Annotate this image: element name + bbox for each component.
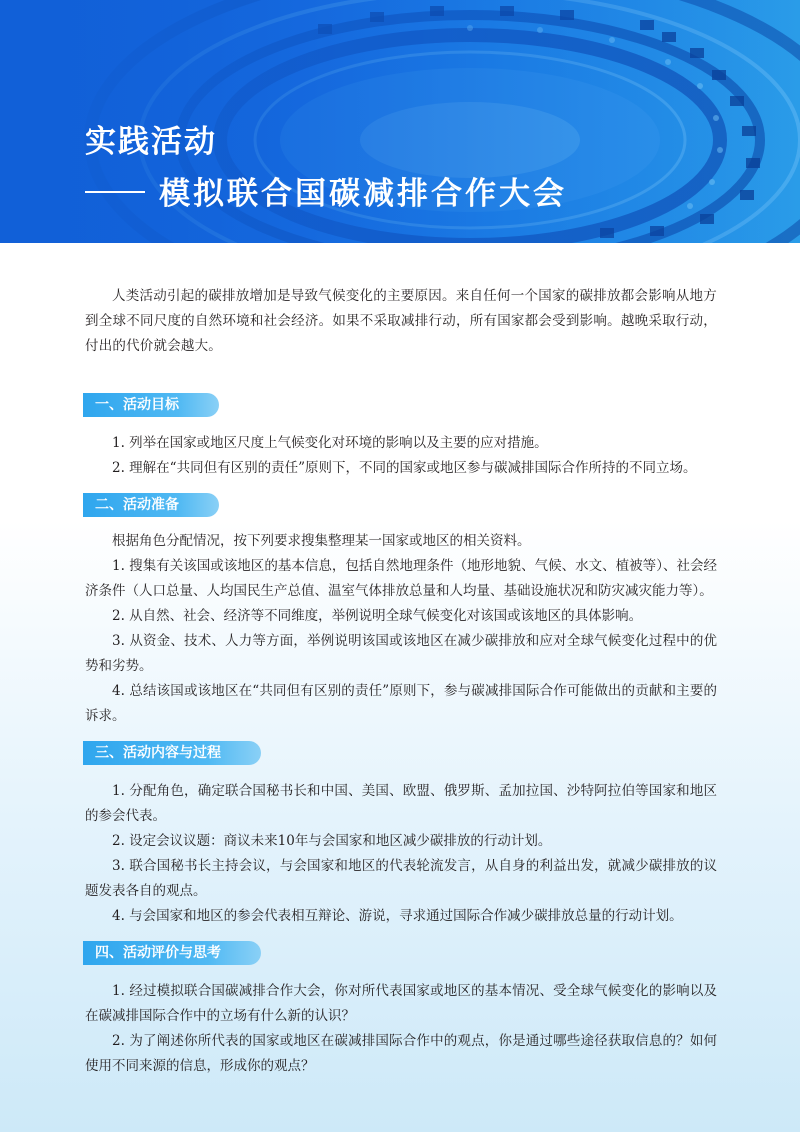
section-heading: 一、活动目标: [83, 393, 219, 417]
section-lead: 根据角色分配情况，按下列要求搜集整理某一国家或地区的相关资料。: [112, 533, 531, 549]
section-list: [85, 979, 717, 1079]
section-list: [85, 431, 717, 481]
document-body: [85, 284, 717, 1079]
section-list: [85, 779, 717, 929]
list-item: 1. 经过模拟联合国碳减排合作大会，你对所代表国家或地区的基本情况、受全球气候变化的影响以及在碳减排国际合作中的立场有什么新的认识？: [85, 983, 717, 1024]
section-list: [85, 529, 717, 729]
list-item: 2. 为了阐述你所代表的国家或地区在碳减排国际合作中的观点，你是通过哪些途径获取信息的？如何使用不同来源的信息，形成你的观点？: [85, 1033, 717, 1074]
page-subtitle: [85, 168, 567, 213]
section-evaluation: [85, 941, 717, 1079]
list-item: 4. 总结该国或该地区在“共同但有区别的责任”原则下，参与碳减排国际合作可能做出的贡献和主要的诉求。: [85, 683, 717, 724]
list-item: 4. 与会国家和地区的参会代表相互辩论、游说，寻求通过国际合作减少碳排放总量的行动计划。: [112, 908, 683, 924]
intro-paragraph: 人类活动引起的碳排放增加是导致气候变化的主要原因。来自任何一个国家的碳排放都会影响从地方到全球不同尺度的自然环境和社会经济。如果不采取减排行动，所有国家都会受到影响。越晚采取行动，付出的代价就会越大。: [85, 288, 717, 354]
list-item: 3. 联合国秘书长主持会议，与会国家和地区的代表轮流发言，从自身的利益出发，就减少碳排放的议题发表各自的观点。: [85, 858, 717, 899]
list-item: 2. 设定会议议题：商议未来10年与会国家和地区减少碳排放的行动计划。: [112, 833, 552, 849]
section-heading: 二、活动准备: [83, 493, 219, 517]
list-item: 2. 从自然、社会、经济等不同维度，举例说明全球气候变化对该国或该地区的具体影响。: [112, 608, 643, 624]
list-item: 1. 分配角色，确定联合国秘书长和中国、美国、欧盟、俄罗斯、孟加拉国、沙特阿拉伯等国家和地区的参会代表。: [85, 783, 717, 824]
list-item: 1. 搜集有关该国或该地区的基本信息，包括自然地理条件（地形地貌、气候、水文、植被等）、社会经济条件（人口总量、人均国民生产总值、温室气体排放总量和人均量、基础设施状况和防灾减灾能力等）。: [85, 558, 717, 599]
section-process: [85, 741, 717, 929]
title-dash: [85, 191, 145, 193]
section-heading: 四、活动评价与思考: [83, 941, 261, 965]
page-subtitle-text: 模拟联合国碳减排合作大会: [159, 176, 567, 212]
list-item: 3. 从资金、技术、人力等方面，举例说明该国或该地区在减少碳排放和应对全球气候变化过程中的优势和劣势。: [85, 633, 717, 674]
section-goals: [85, 393, 717, 481]
page-title: 实践活动: [85, 124, 217, 160]
section-preparation: [85, 493, 717, 729]
list-item: 2. 理解在“共同但有区别的责任”原则下，不同的国家或地区参与碳减排国际合作所持的不同立场。: [112, 460, 697, 476]
header-banner: [0, 0, 800, 243]
list-item: 1. 列举在国家或地区尺度上气候变化对环境的影响以及主要的应对措施。: [112, 435, 548, 451]
section-heading: 三、活动内容与过程: [83, 741, 261, 765]
